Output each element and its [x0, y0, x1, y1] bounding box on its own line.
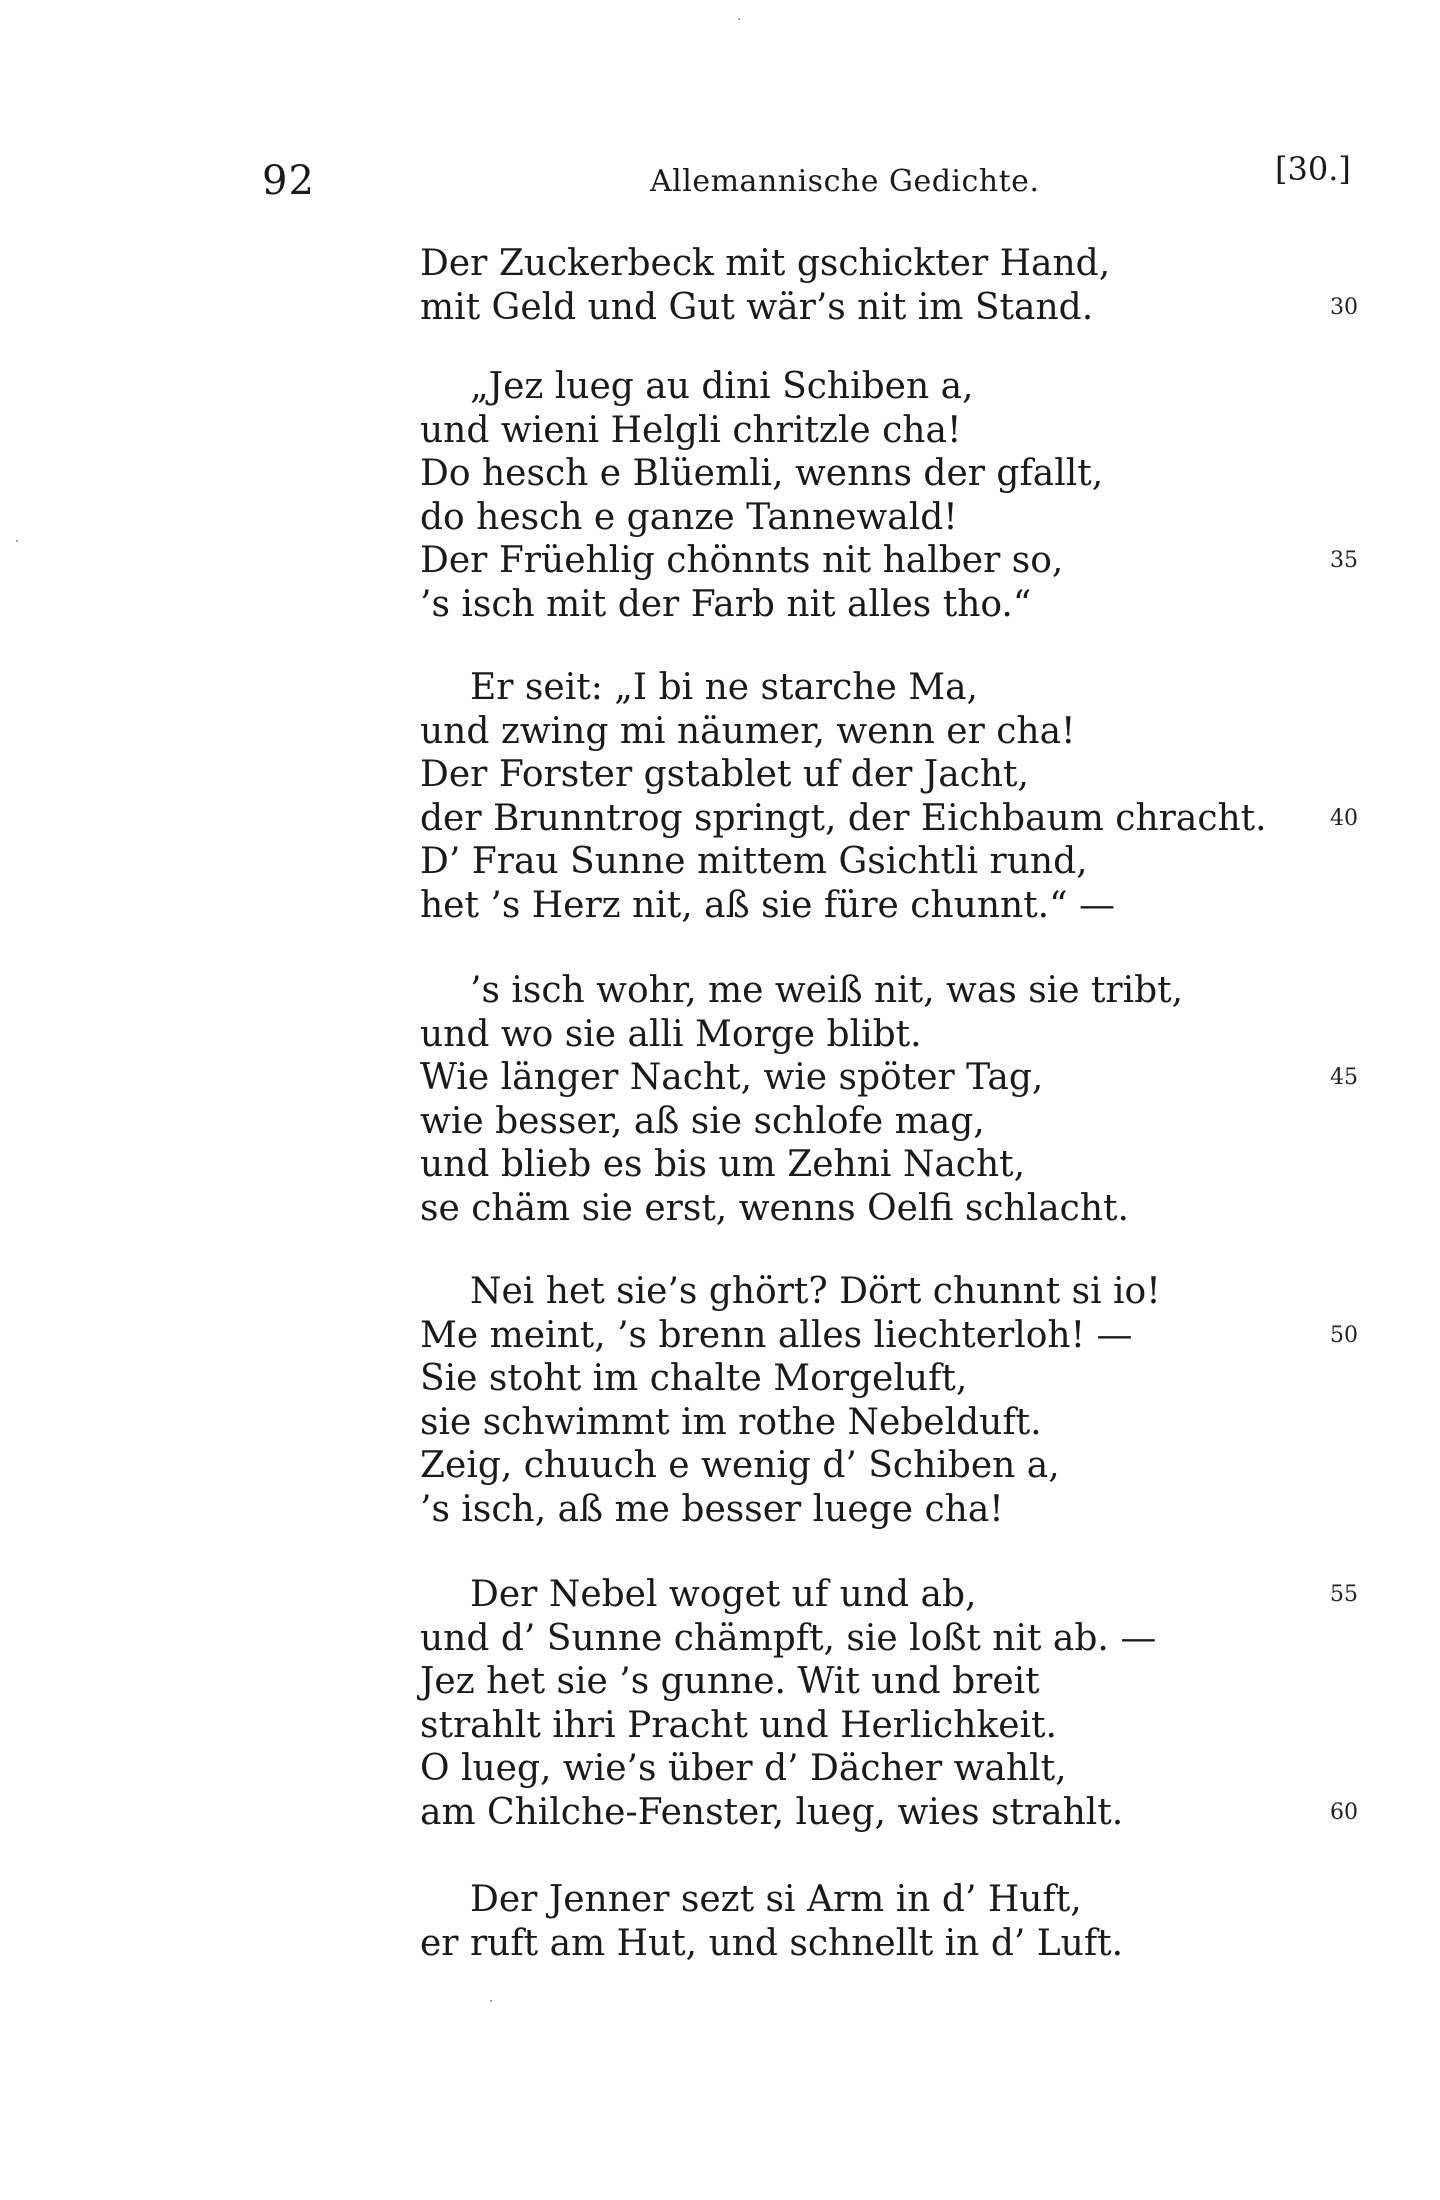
verse-text: O lueg, wie’s über d’ Dächer wahlt, — [420, 1748, 1067, 1789]
verse-line — [420, 1922, 1240, 1966]
verse-line — [420, 969, 1240, 1013]
line-number: 30 — [1330, 294, 1358, 320]
line-number: 35 — [1330, 548, 1358, 573]
verse-line — [420, 1056, 1358, 1100]
verse-line — [420, 1617, 1240, 1661]
verse-text: D’ Frau Sunne mittem Gsichtli rund, — [420, 841, 1088, 882]
verse-text: und d’ Sunne chämpft, sie loßt nit ab. — — [420, 1617, 1157, 1659]
scan-speck — [738, 18, 740, 20]
sheet-marker: [30.] — [1275, 150, 1351, 188]
line-number: 45 — [1330, 1065, 1358, 1090]
verse-line — [420, 710, 1240, 754]
stanza — [420, 666, 1358, 927]
verse-line — [420, 539, 1358, 583]
verse-text: Me meint, ’s brenn alles liechterloh! — — [420, 1314, 1133, 1356]
verse-line — [420, 583, 1240, 627]
scan-speck — [16, 540, 18, 542]
line-number: 55 — [1330, 1582, 1358, 1607]
verse-text: ’s isch wohr, me weiß nit, was sie tribt, — [470, 970, 1184, 1011]
verse-line — [420, 666, 1240, 710]
verse-line — [420, 1357, 1240, 1401]
verse-text: het ’s Herz nit, aß sie füre chunnt.“ — — [420, 884, 1115, 926]
verse-text: strahlt ihri Pracht und Herlichkeit. — [420, 1704, 1057, 1746]
verse-text: Der Früehlig chönnts nit halber so, — [420, 540, 1064, 581]
verse-text: und zwing mi näumer, wenn er cha! — [420, 710, 1076, 752]
verse-text: Jez het sie ’s gunne. Wit und breit — [420, 1661, 1040, 1702]
stanza — [420, 969, 1358, 1230]
verse-text: der Brunntrog springt, der Eichbaum chracht. — [420, 797, 1267, 839]
line-number: 40 — [1330, 805, 1358, 831]
verse-line — [420, 1100, 1240, 1144]
verse-line — [420, 840, 1240, 884]
verse-line — [420, 753, 1240, 797]
verse-line — [420, 1791, 1358, 1835]
stanza — [420, 1878, 1240, 1965]
verse-text: Wie länger Nacht, wie spöter Tag, — [420, 1057, 1044, 1098]
verse-line — [420, 452, 1240, 496]
verse-text: sie schwimmt im rothe Nebelduft. — [420, 1401, 1042, 1443]
verse-text: Sie stoht im chalte Morgeluft, — [420, 1358, 968, 1399]
verse-line — [420, 1013, 1240, 1057]
line-number: 60 — [1330, 1799, 1358, 1825]
verse-text: Er seit: „I bi ne starche Ma, — [470, 667, 978, 708]
verse-line — [420, 1444, 1240, 1488]
verse-text: ’s isch mit der Farb nit alles tho.“ — [420, 583, 1032, 625]
stanza — [420, 1270, 1358, 1531]
stanza — [420, 1573, 1358, 1834]
verse-line — [420, 286, 1358, 330]
verse-line — [420, 1488, 1240, 1532]
verse-line — [420, 1660, 1240, 1704]
verse-text: Zeig, chuuch e wenig d’ Schiben a, — [420, 1445, 1060, 1486]
verse-text: Der Forster gstablet uf der Jacht, — [420, 754, 1029, 795]
verse-text: er ruft am Hut, und schnellt in d’ Luft. — [420, 1922, 1124, 1964]
running-head: Allemannische Gedichte. — [650, 164, 1040, 199]
verse-text: und wo sie alli Morge blibt. — [420, 1013, 922, 1055]
verse-line — [420, 884, 1240, 928]
verse-text: se chäm sie erst, wenns Oelfi schlacht. — [420, 1187, 1129, 1229]
verse-text: do hesch e ganze Tannewald! — [420, 496, 958, 538]
verse-text: und wieni Helgli chritzle cha! — [420, 409, 962, 451]
verse-line — [420, 1143, 1240, 1187]
verse-line — [420, 1573, 1358, 1617]
verse-text: ’s isch, aß me besser luege cha! — [420, 1488, 1004, 1530]
stanza — [420, 242, 1358, 329]
verse-line — [420, 1401, 1240, 1445]
verse-text: mit Geld und Gut wär’s nit im Stand. — [420, 286, 1094, 328]
verse-line — [420, 1747, 1240, 1791]
verse-text: Der Jenner sezt si Arm in d’ Huft, — [470, 1879, 1082, 1920]
verse-line — [420, 1704, 1240, 1748]
verse-line — [420, 242, 1240, 286]
verse-text: Nei het sie’s ghört? Dört chunnt si io! — [470, 1271, 1161, 1312]
verse-line — [420, 1187, 1240, 1231]
verse-text: wie besser, aß sie schlofe mag, — [420, 1100, 985, 1142]
verse-line — [420, 1314, 1358, 1358]
line-number: 50 — [1330, 1322, 1358, 1348]
verse-text: „Jez lueg au dini Schiben a, — [470, 366, 974, 407]
scan-speck — [490, 2000, 492, 2002]
verse-text: Der Zuckerbeck mit gschickter Hand, — [420, 243, 1111, 284]
stanza — [420, 365, 1358, 626]
verse-text: und blieb es bis um Zehni Nacht, — [420, 1144, 1026, 1185]
verse-text: am Chilche-Fenster, lueg, wies strahlt. — [420, 1791, 1124, 1833]
verse-text: Do hesch e Blüemli, wenns der gfallt, — [420, 453, 1104, 494]
verse-line — [420, 496, 1240, 540]
verse-line — [420, 409, 1240, 453]
verse-text: Der Nebel woget uf und ab, — [470, 1574, 977, 1615]
verse-line — [420, 797, 1358, 841]
page-number: 92 — [262, 158, 315, 204]
verse-line — [420, 365, 1240, 409]
verse-line — [420, 1270, 1240, 1314]
verse-line — [420, 1878, 1240, 1922]
